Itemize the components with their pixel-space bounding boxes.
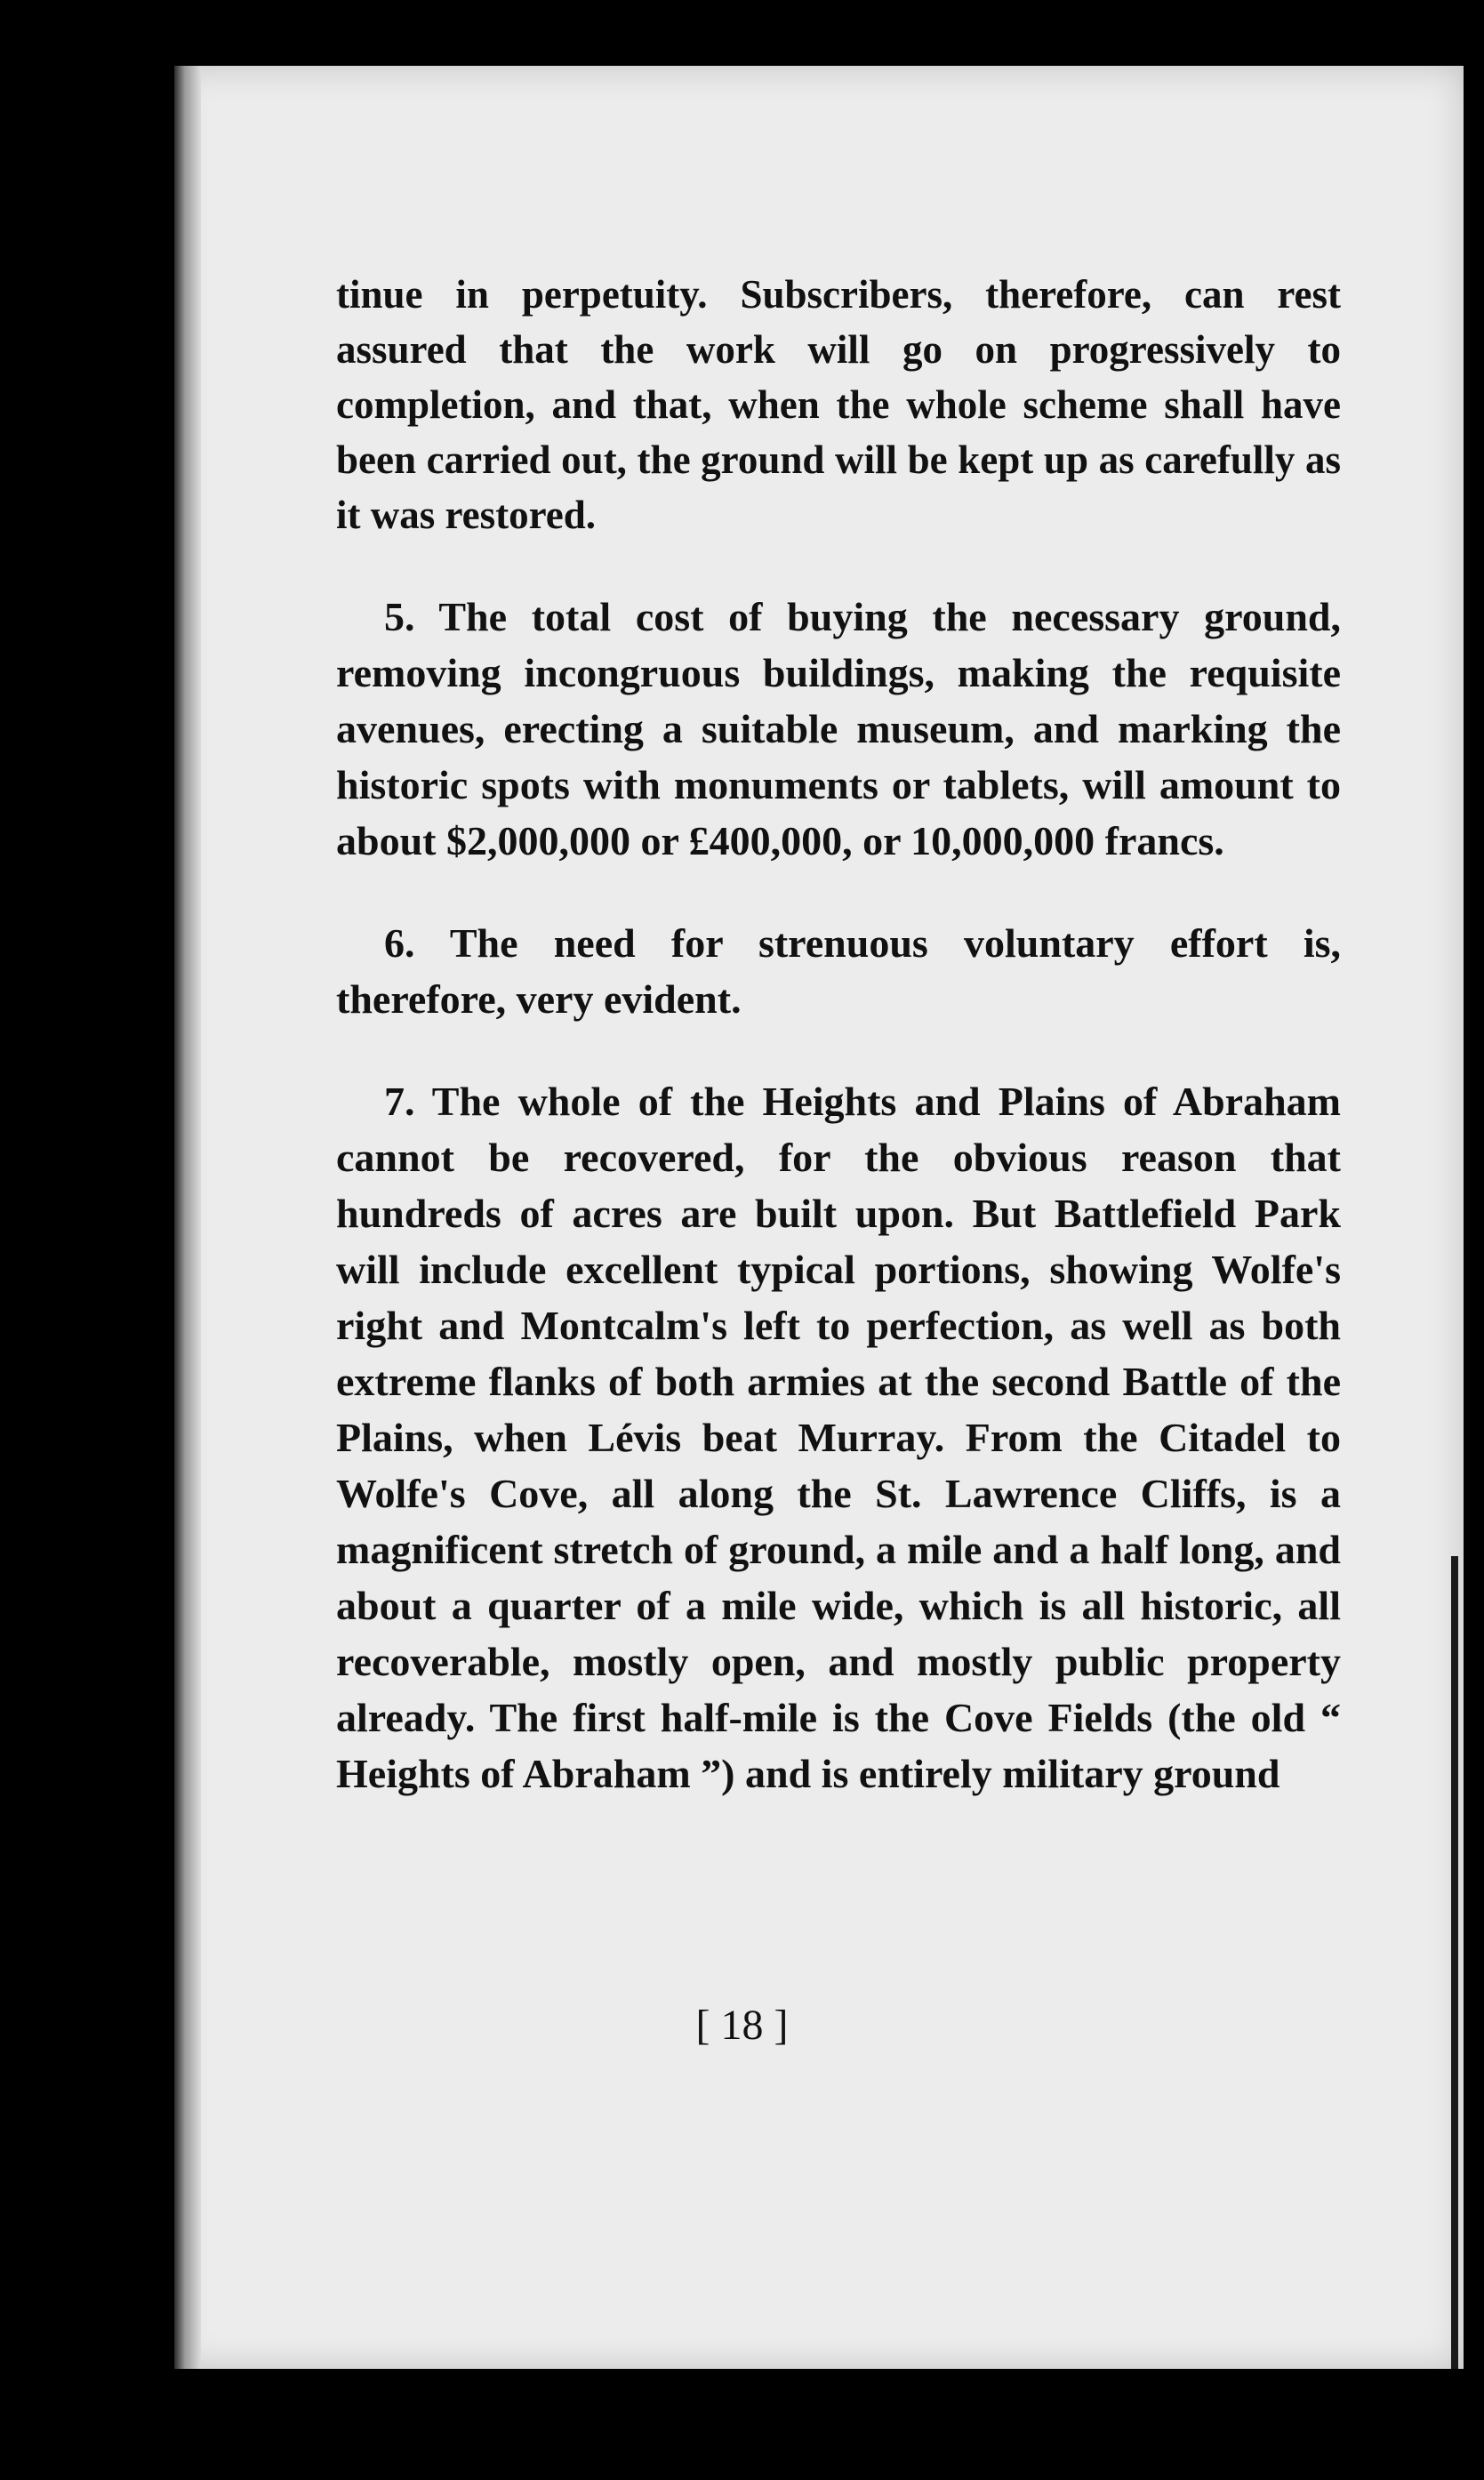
paragraph-continuation: tinue in perpetuity. Subscribers, therefore, can rest assured that the work will go on progressively to completion, and that, when the whole scheme shall have been carried out, the ground will be kept up as carefully as it was restored. <box>336 272 1341 537</box>
page-number: [ 18 ] <box>695 2002 789 2049</box>
page-right-edge <box>1451 1556 1458 2369</box>
page-body <box>336 267 1341 1848</box>
paragraph-6: 6. The need for strenuous voluntary effort is, therefore, very evident. <box>336 920 1341 1022</box>
paragraph-7: 7. The whole of the Heights and Plains of Abraham cannot be recovered, for the obvious reason that hundreds of acres are built upon. But Battlefield Park will include excellent typical portions, showing Wolfe's right and Montcalm's left to perfection, as well as both extreme flanks of both armies at the second Battle of the Plains, when Lévis beat Murray. From the Citadel to Wolfe's Cove, all along the St. Lawrence Cliffs, is a magnificent stretch of ground, a mile and a half long, and about a quarter of a mile wide, which is all historic, all recoverable, mostly open, and mostly public property already. The first half-mile is the Cove Fields (the old “ Heights of Abraham ”) and is entirely military ground <box>336 1079 1341 1796</box>
paragraph-5: 5. The total cost of buying the necessary ground, removing incongruous buildings, making the requisite avenues, erecting a suitable museum, and marking the historic spots with monuments or tablets, will amount to about $2,000,000 or £400,000, or 10,000,000 francs. <box>336 594 1341 863</box>
